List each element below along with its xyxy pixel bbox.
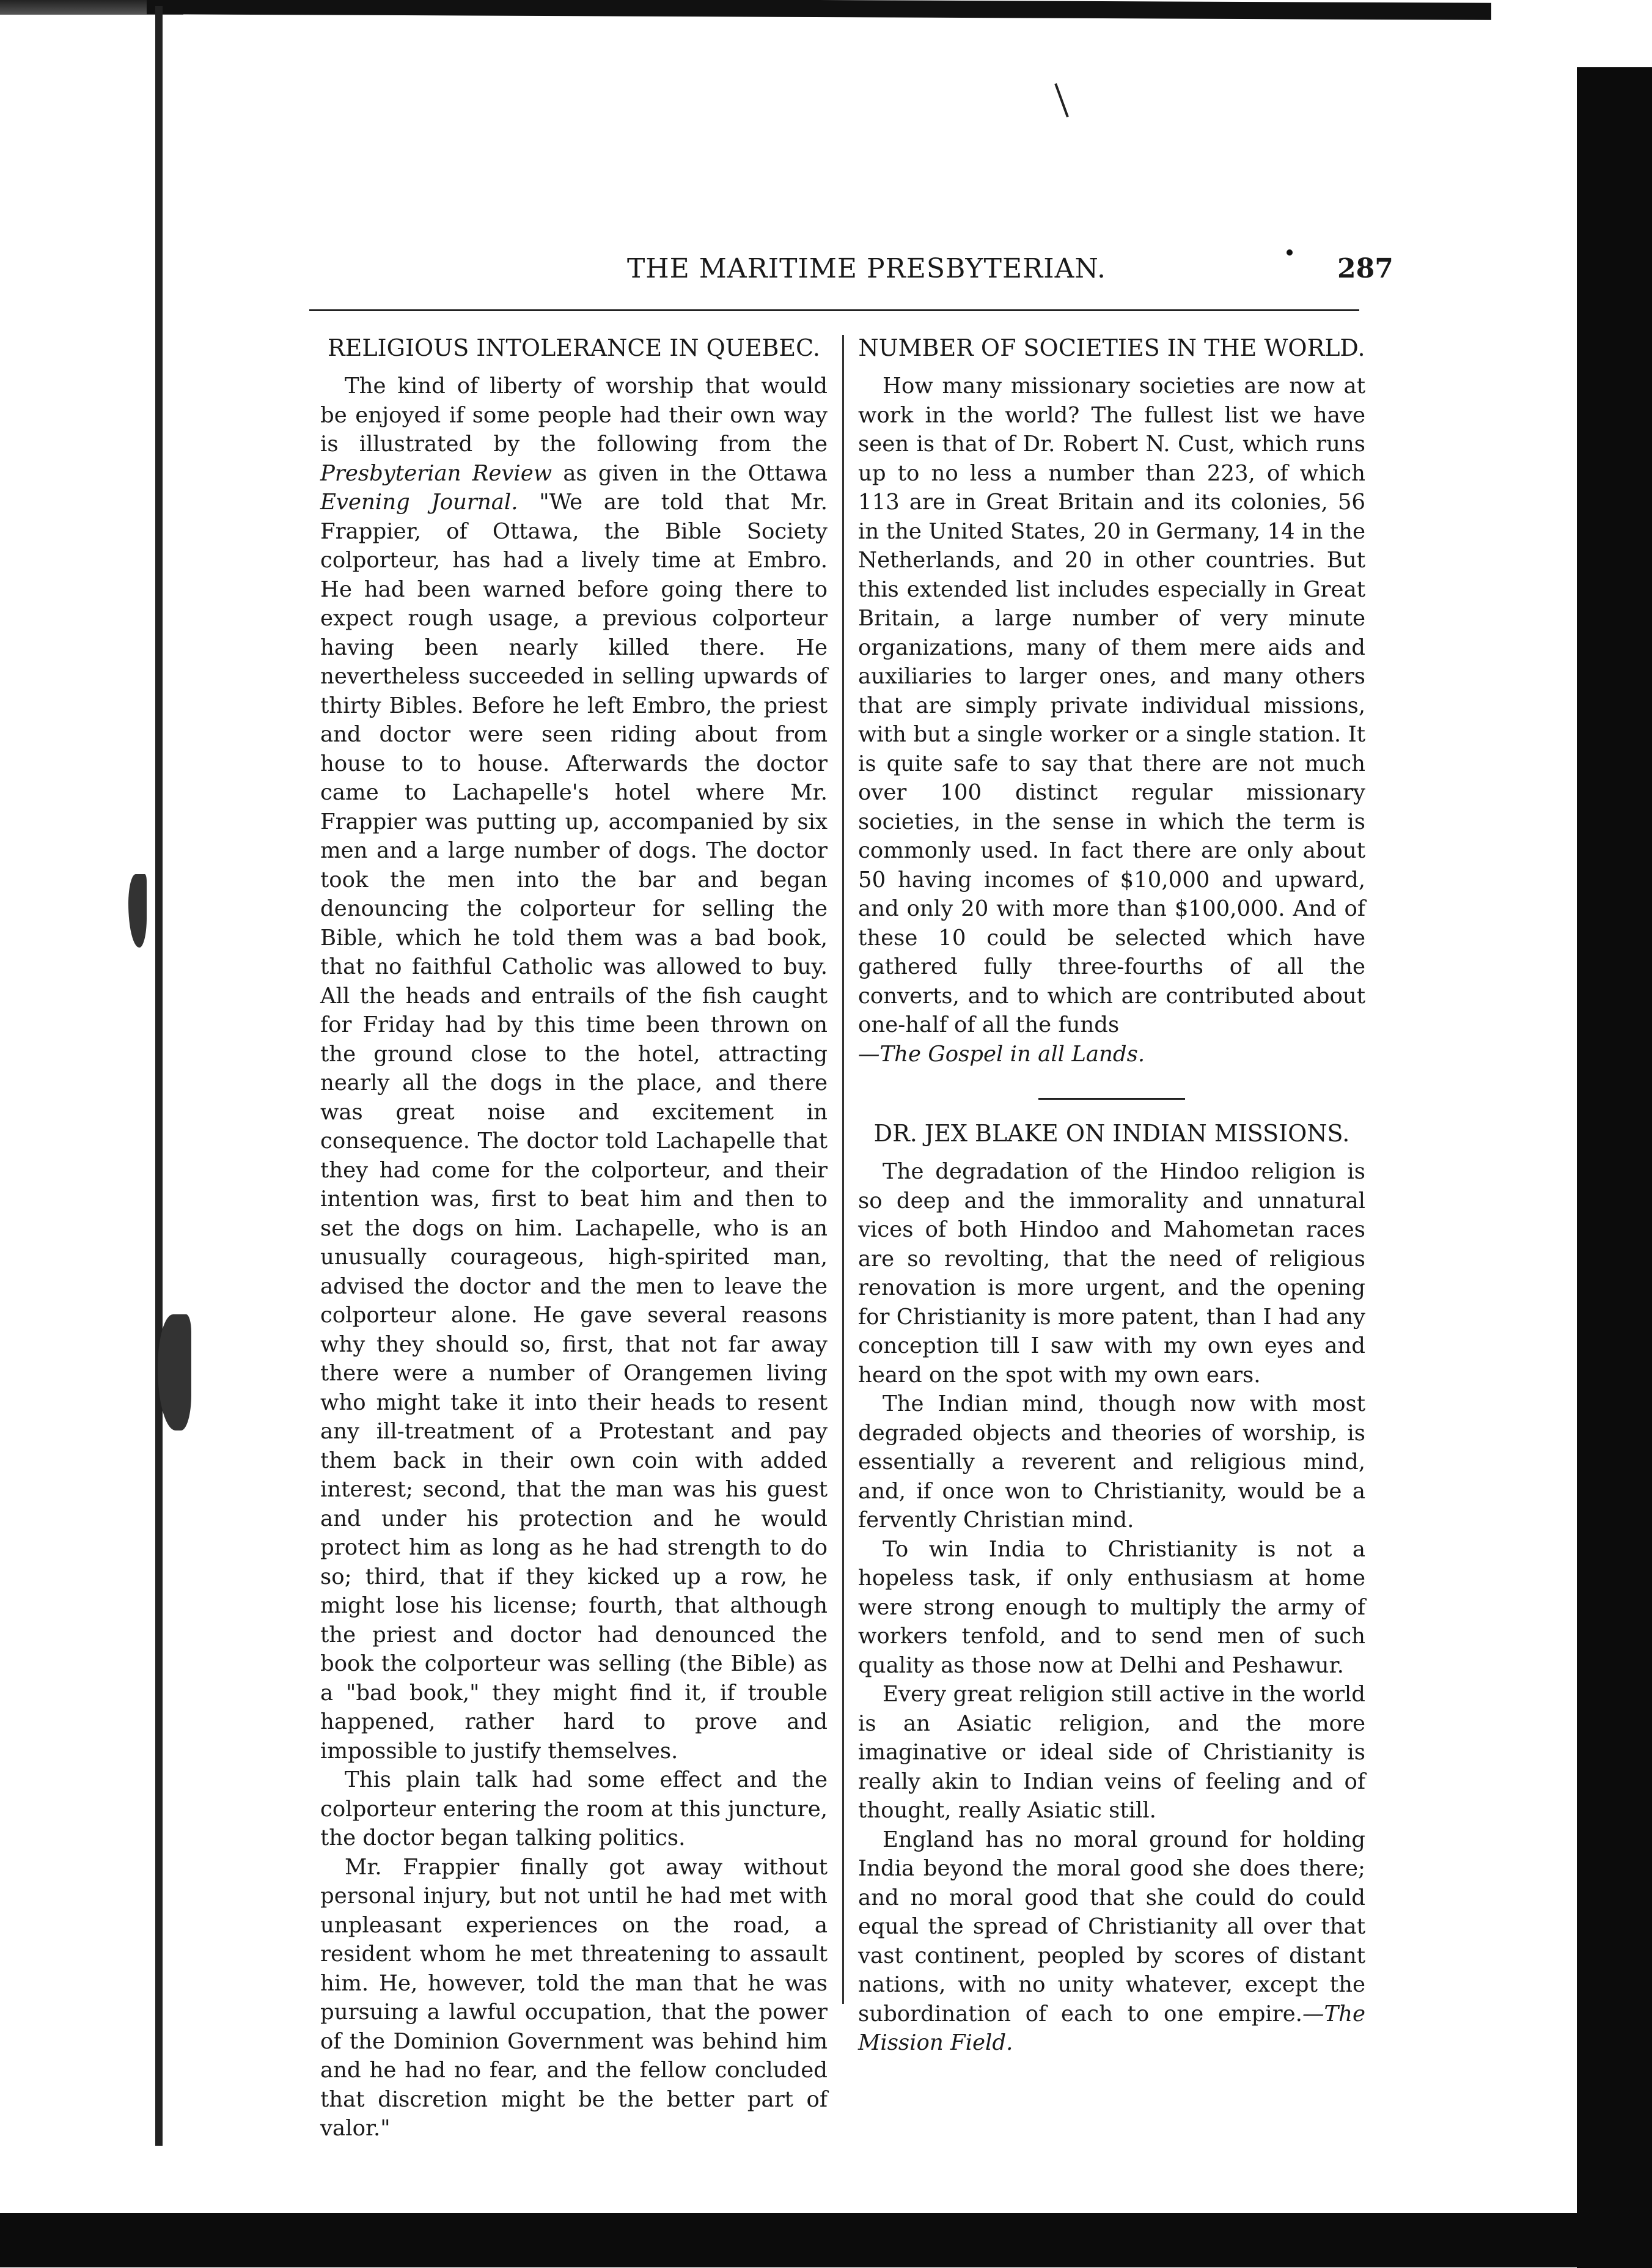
article-heading: RELIGIOUS INTOLERANCE IN QUEBEC. <box>328 334 820 361</box>
scan-artifact <box>158 1314 191 1430</box>
scan-border-bottom <box>0 2213 1652 2267</box>
article-heading: NUMBER OF SOCIETIES IN THE WORLD. <box>858 334 1365 361</box>
paragraph-text: England has no moral ground for holding India beyond the moral good she does there; and no moral good that she could do could equal the spread of Christianity all over that vast continent, peopled by scores of distant nations, with no unity whatever, except the subordination of each to one empire. <box>858 1827 1365 2027</box>
article-paragraph <box>858 1825 1365 2058</box>
section-rule <box>1038 1098 1185 1100</box>
article-paragraph: This plain talk had some effect and the colporteur entering the room at this juncture, the doctor began talking politics. <box>320 1767 828 1850</box>
scan-artifact <box>1054 83 1069 117</box>
article-paragraph: The degradation of the Hindoo religion is so deep and the immorality and unnatural vices of both Hindoo and Mahometan races are so revolting, that the need of religious renovation is more urgent, and the opening for Christianity is more patent, than I had any conception till I saw with my own eyes and heard on the spot with my own ears. <box>858 1159 1365 1388</box>
left-column <box>320 335 828 2143</box>
scan-border-top <box>147 0 1491 20</box>
scan-artifact <box>1287 249 1293 256</box>
article-paragraph <box>320 372 828 1765</box>
article-paragraph: The Indian mind, though now with most degraded objects and theories of worship, is essentially a reverent and religious mind, and, if once won to Christianity, would be a fervently Christian mind. <box>858 1391 1365 1533</box>
publication-title: Presbyterian Review <box>320 460 553 486</box>
right-column <box>858 335 1365 2058</box>
scan-border-right <box>1577 67 1652 2268</box>
running-head: THE MARITIME PRESBYTERIAN. <box>626 253 1107 284</box>
column-divider <box>842 335 844 2004</box>
scan-border-left <box>155 6 163 2146</box>
page-number: 287 <box>1337 253 1393 284</box>
paragraph-text: "We are told that Mr. Frappier, of Ottawa, the Bible Society colporteur, has had a lively time at Embro. He had been warned before going there to expect rough usage, a previous colporteur having been nearly killed there. He nevertheless succeeded in selling upwards of thirty Bibles. Before he left Embro, the priest and doctor were seen riding about from house to to house. Afterwards the doctor came to Lachapelle's hotel where Mr. Frappier was putting up, accompanied by six men and a large number of dogs. The doctor took the men into the bar and began denouncing the colporteur for selling the Bible, which he told them was a bad book, that no faithful Catholic was allowed to buy. All the heads and entrails of the fish caught for Friday had by this time been thrown on the ground close to the hotel, attracting nearly all the dogs in the place, and there was great noise and excitement in consequence. The doctor told Lachapelle that they had come for the colporteur, and their intention was, first to beat him and then to set the dogs on him. Lachapelle, who is an unusually courageous, high-spirited man, advised the doctor and the men to leave the colporteur alone. He gave several reasons why they should so, first, that not far away there were a number of Orangemen living who might take it into their heads to resent any ill-treatment of a Protestant and pay them back in their own coin with added interest; second, that the man was his guest and under his protection and he would protect him as long as he had strength to do so; third, that if they kicked up a row, he might lose his license; fourth, that although the priest and doctor had denounced the book the colporteur was selling (the Bible) as a "bad book," they might find it, if trouble happened, rather hard to prove and impossible to justify themselves. <box>320 490 828 1764</box>
article-source: —The Mission Field. <box>858 2001 1365 2055</box>
article-paragraph: How many missionary societies are now at work in the world? The fullest list we have seen is that of Dr. Robert N. Cust, which runs up to no less a number than 223, of which 113 are in Great Britain and its colonies, 56 in the United States, 20 in Germany, 14 in the Netherlands, and 20 in other countries. But this extended list includes especially in Great Britain, a large number of very minute organizations, many of them mere aids and auxiliaries to larger ones, and many others that are simply private individual missions, with but a single worker or a single station. It is quite safe to say that there are not much over 100 distinct regular missionary societies, in the sense in which the term is commonly used. In fact there are only about 50 having incomes of $10,000 and upward, and only 20 with more than $100,000. And of these 10 could be selected which have gathered fully three-fourths of all the converts, and to which are contributed about one-half of all the funds <box>858 374 1365 1037</box>
article-paragraph: Mr. Frappier finally got away without personal injury, but not until he had met with unpleasant experiences on the road, a resident whom he met threatening to assault him. He, however, told the man that he was pursuing a lawful occupation, that the power of the Dominion Government was behind him and he had no fear, and the fellow concluded that discretion might be the better part of valor." <box>320 1854 828 2141</box>
article-source: —The Gospel in all Lands. <box>858 1041 1145 1067</box>
publication-title: Evening Journal. <box>320 490 518 515</box>
article-paragraph: Every great religion still active in the world is an Asiatic religion, and the more imaginative or ideal side of Christianity is really akin to Indian veins of feeling and of thought, really Asiatic still. <box>858 1682 1365 1823</box>
article-paragraph: To win India to Christianity is not a hopeless task, if only enthusiasm at home were strong enough to multiply the army of workers tenfold, and to send men of such quality as those now at Delhi and Peshawur. <box>858 1536 1365 1678</box>
article-heading: DR. JEX BLAKE ON INDIAN MISSIONS. <box>873 1120 1350 1147</box>
paragraph-text: as given in the Ottawa <box>552 460 828 486</box>
paragraph-text: The kind of liberty of worship that would be enjoyed if some people had their own way is illustrated by the following from the <box>320 374 828 457</box>
header-rule <box>309 309 1359 311</box>
scan-artifact <box>128 874 147 948</box>
